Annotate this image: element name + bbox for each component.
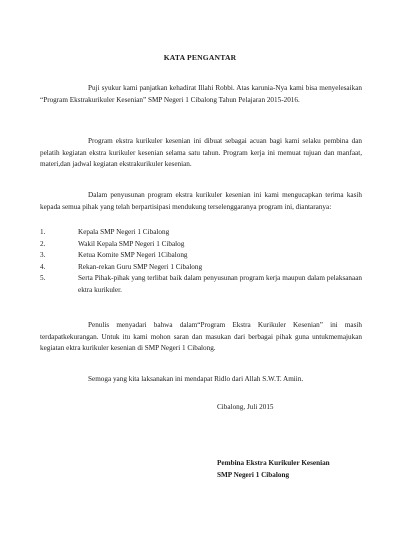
paragraph-purpose: Program ekstra kurikuler kesenian ini dibuat sebagai acuan bagi kami selaku pembina dan pelatih kegiatan ekstra kurikuler kesenian selama satu tahun. Program kerja ini memuat tujuan dan manfaat, materi,dan jadwal kegiatan ekstrakurikuler kesenian.	[40, 137, 362, 169]
paragraph-prayer: Semoga yang kita laksanakan ini mendapat Ridlo dari Allah S.W.T. Amiin.	[88, 375, 304, 383]
list-number: 5.	[40, 274, 46, 283]
paragraph-intro: Puji syukur kami panjatkan kehadirat Illahi Robbi. Atas karunia-Nya kami bisa menyelesaikan “Program Ekstrakurikuler Kesenian” SMP Negeri 1 Cibalong Tahun Pelajaran 2015-2016.	[40, 84, 362, 104]
list-item	[40, 250, 362, 262]
list-text: Serta Pihak-pihak yang terlibat baik dalam penyusunan program kerja maupun dalam pelaksanaan ektra kurikuler.	[78, 274, 362, 294]
list-text: Ketua Komite SMP Negeri 1Cibalong	[78, 251, 188, 260]
list-item	[40, 273, 362, 296]
list-item	[40, 262, 362, 274]
paragraph-shortcomings: Penulis menyadari bahwa dalam“Program Ekstra Kurikuler Kesenian” ini masih terdapatkekurangan. Untuk itu kami mohon saran dan masukan dari berbagai pihak guna untukmemajukan kegiatan ektra kurikuler kesenian di SMP Negeri 1 Cibalong.	[40, 321, 362, 353]
list-number: 2.	[40, 239, 46, 248]
list-number: 3.	[40, 251, 46, 260]
signature-school: SMP Negeri 1 Cibalong	[217, 471, 290, 479]
list-number: 1.	[40, 228, 46, 236]
paragraph-thanks: Dalam penyusunan program ekstra kurikuler kesenian ini kami mengucapkan terima kasih kepada semua pihak yang telah berpartisipasi mendukung terselenggaranya program ini, diantaranya:	[40, 191, 362, 211]
thanks-list	[40, 227, 362, 296]
list-item	[40, 239, 362, 251]
list-text: Kepala SMP Negeri 1 Cibalong	[78, 228, 170, 236]
list-text: Wakil Kepala SMP Negeri 1 Cibalog	[78, 239, 185, 248]
list-item	[40, 227, 362, 239]
document-title: KATA PENGANTAR	[163, 53, 237, 62]
list-number: 4.	[40, 262, 46, 271]
list-text: Rekan-rekan Guru SMP Negeri 1 Cibalong	[78, 262, 203, 271]
signature-role: Pembina Ekstra Kurikuler Kesenian	[217, 459, 330, 467]
signature-place-date: Cibalong, Juli 2015	[217, 403, 274, 411]
